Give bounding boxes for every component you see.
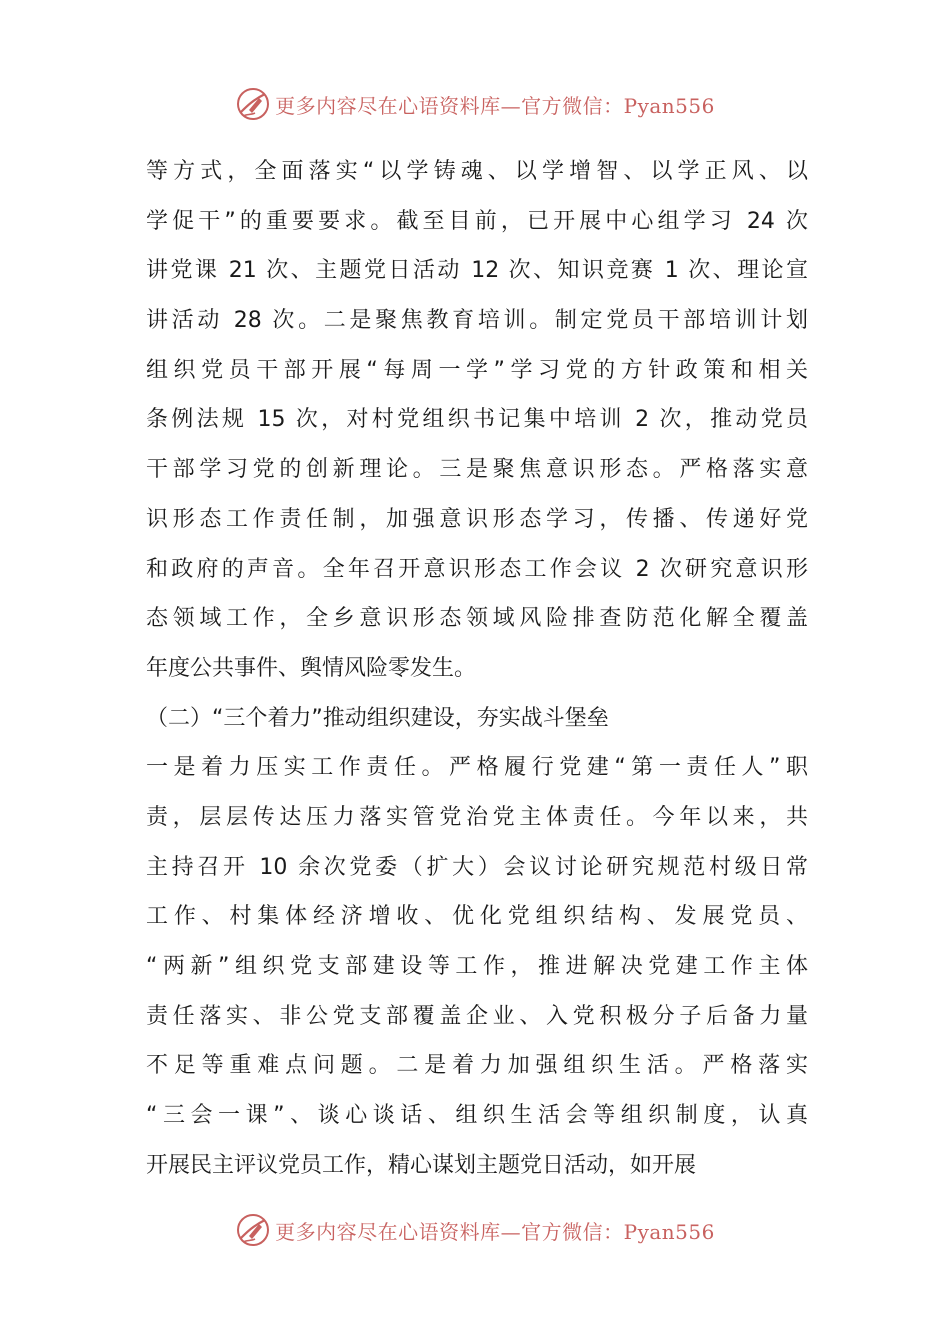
body-text-line: 不足等重难点问题。二是着力加强组织生活。严格落实 [146, 1053, 808, 1079]
body-text-line: 一是着力压实工作责任。严格履行党建“第一责任人”职 [146, 755, 808, 781]
header-banner [0, 84, 950, 124]
document-body [146, 147, 808, 1190]
body-text-line: “三会一课”、谈心谈话、组织生活会等组织制度，认真 [146, 1103, 808, 1129]
pen-nib-logo-icon [235, 1212, 271, 1248]
body-text-line: “两新”组织党支部建设等工作，推进解决党建工作主体 [146, 954, 808, 979]
body-text-line: 开展民主评议党员工作，精心谋划主题党日活动，如开展 [146, 1152, 697, 1178]
body-text-line: 讲活动 28 次。二是聚焦教育培训。制定党员干部培训计划 [146, 308, 808, 334]
header-banner-text: 更多内容尽在心语资料库—官方微信：Pyan556 [275, 93, 715, 118]
body-text-line: 责，层层传达压力落实管党治党主体责任。今年以来，共 [146, 804, 808, 830]
body-text-line: 责任落实、非公党支部覆盖企业、入党积极分子后备力量 [146, 1003, 808, 1029]
body-text-line: 干部学习党的创新理论。三是聚焦意识形态。严格落实意 [146, 457, 808, 483]
body-text-line: 识形态工作责任制，加强意识形态学习，传播、传递好党 [146, 506, 808, 532]
body-text-line: 和政府的声音。全年召开意识形态工作会议 2 次研究意识形 [146, 556, 808, 582]
body-text-line: 讲党课 21 次、主题党日活动 12 次、知识竞赛 1 次、理论宣 [146, 258, 808, 284]
body-text-line: 工作、村集体经济增收、优化党组织结构、发展党员、 [146, 904, 808, 930]
body-text-line: 组织党员干部开展“每周一学”学习党的方针政策和相关 [146, 357, 808, 383]
body-text-line: 年度公共事件、舆情风险零发生。 [146, 655, 477, 681]
body-text-line: （二）“三个着力”推动组织建设，夯实战斗堡垒 [146, 705, 609, 731]
body-text-line: 学促干”的重要要求。截至目前，已开展中心组学习 24 次 [146, 208, 808, 234]
body-text-line: 等方式，全面落实“以学铸魂、以学增智、以学正风、以 [146, 159, 808, 184]
body-text-line: 条例法规 15 次，对村党组织书记集中培训 2 次，推动党员 [146, 407, 808, 433]
footer-banner-text: 更多内容尽在心语资料库—官方微信：Pyan556 [275, 1219, 715, 1244]
body-text-line: 主持召开 10 余次党委（扩大）会议讨论研究规范村级日常 [146, 854, 808, 880]
body-text-line: 态领域工作，全乡意识形态领域风险排查防范化解全覆盖 [146, 606, 808, 632]
footer-banner [0, 1210, 950, 1250]
pen-nib-logo-icon [235, 86, 271, 122]
